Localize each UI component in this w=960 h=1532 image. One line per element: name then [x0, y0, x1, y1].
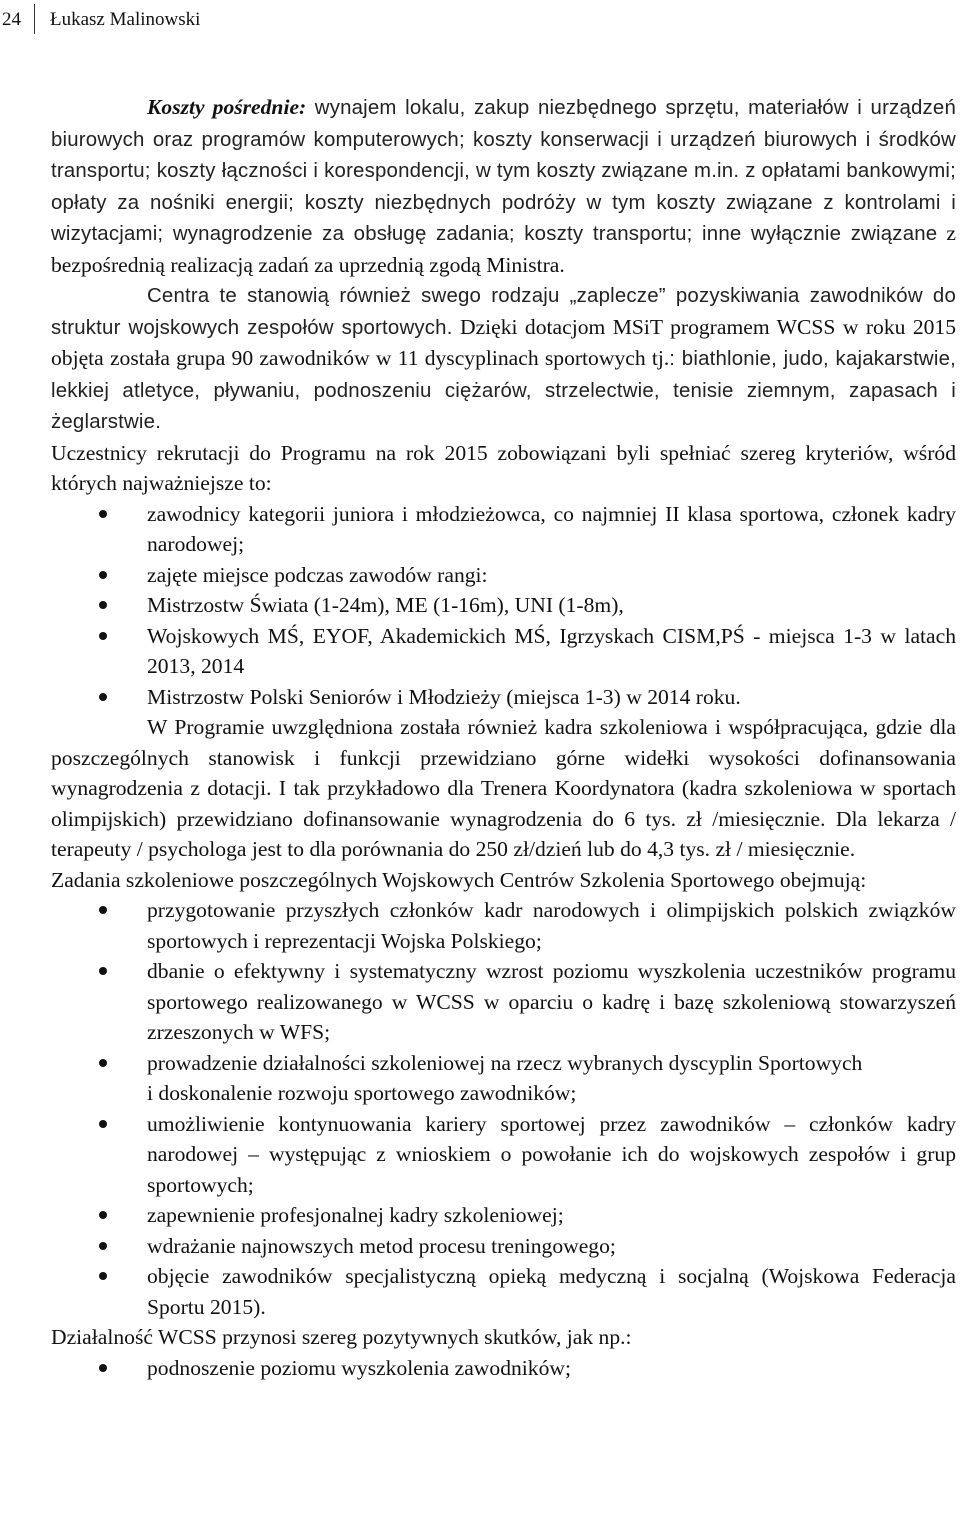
paragraph-centers [51, 280, 956, 438]
indirect-costs-text-2: z opłatami bankowymi; opłaty za nośniki energii; koszty niezbędnych podróży w tym koszty związane z kontrolami i wizytacjami; wynagrodzenie za obsługę zadania; koszty transportu; inne wyłącznie związane [51, 160, 956, 245]
centers-text-2: Dzięki dotacjom MSiT programem WCSS w roku 2015 objęta została grupa 90 zawodników w 11 dyscyplinach sportowych tj. [51, 314, 957, 370]
criteria-list [51, 499, 956, 713]
bullet-icon [99, 906, 107, 914]
list-item: Mistrzostw Polski Seniorów i Młodzieży (miejsca 1-3) w 2014 roku. [51, 682, 956, 713]
bullet-icon [99, 693, 107, 701]
paragraph-recruitment: Uczestnicy rekrutacji do Programu na rok 2015 zobowiązani byli spełniać szereg kryteriów, wśród których najważniejsze to: [51, 440, 956, 495]
indirect-costs-text-3: z bezpośrednią realizacją zadań za uprzednią zgodą Ministra. [51, 221, 957, 277]
list-item: przygotowanie przyszłych członków kadr narodowych i olimpijskich polskich związków sportowych i reprezentacji Wojska Polskiego; [51, 895, 956, 956]
indirect-costs-text: wynajem lokalu, zakup niezbędnego sprzętu, materiałów i urządzeń biurowych oraz programów komputerowych; koszty konserwacji i urządzeń biurowych i środków transportu; koszty łączności i korespondencji, w tym koszty związane m.in. [51, 97, 957, 182]
list-item: zawodnicy kategorii juniora i młodzieżowca, co najmniej II klasa sportowa, członek kadry narodowej; [51, 499, 956, 560]
effects-list [51, 1353, 956, 1384]
paragraph-training-tasks: Zadania szkoleniowe poszczególnych Wojskowych Centrów Szkolenia Sportowego obejmują: [51, 867, 867, 892]
page-number: 24 [2, 9, 21, 30]
bullet-icon [99, 632, 107, 640]
body-text [51, 92, 956, 1383]
list-item: zajęte miejsce podczas zawodów rangi: [51, 560, 956, 591]
running-author: Łukasz Malinowski [50, 9, 201, 30]
bullet-icon [99, 1211, 107, 1219]
bullet-icon [99, 601, 107, 609]
centers-text-3: : biathlonie, judo, kajakarstwie, lekkiej atletyce, pływaniu, podnoszeniu ciężarów, strzelectwie, tenisie ziemnym, zapasach i żeglarstwie. [51, 348, 956, 433]
list-item: dbanie o efektywny i systematyczny wzrost poziomu wyszkolenia uczestników programu sportowego realizowanego w WCSS w oparciu o kadrę i bazę szkoleniową stowarzyszeń zrzeszonych w WFS; [51, 956, 956, 1048]
list-item: Mistrzostw Świata (1-24m), ME (1-16m), UNI (1-8m), [51, 590, 956, 621]
paragraph-effects: Działalność WCSS przynosi szereg pozytywnych skutków, jak np.: [51, 1325, 632, 1349]
list-item: prowadzenie działalności szkoleniowej na rzecz wybranych dyscyplin Sportowych i doskonalenie rozwoju sportowego zawodników; [51, 1048, 956, 1109]
list-item: objęcie zawodników specjalistyczną opieką medyczną i socjalną (Wojskowa Federacja Sportu 2015). [51, 1261, 956, 1322]
bullet-icon [99, 1059, 107, 1067]
centers-text-1: Centra te stanowią również swego rodzaju „zaplecze” pozyskiwania zawodników do struktur wojskowych zespołów sportowych. [51, 285, 956, 339]
bullet-icon [99, 571, 107, 579]
paragraph-indirect-costs [51, 92, 956, 280]
header-divider [34, 4, 35, 34]
bullet-icon [99, 1364, 107, 1372]
list-item: zapewnienie profesjonalnej kadry szkoleniowej; [51, 1200, 956, 1231]
bullet-icon [99, 1120, 107, 1128]
list-item: podnoszenie poziomu wyszkolenia zawodników; [51, 1353, 956, 1384]
list-item: umożliwienie kontynuowania kariery sportowej przez zawodników – członków kadry narodowej – występując z wnioskiem o powołanie ich do wojskowych zespołów i grup sportowych; [51, 1109, 956, 1201]
list-item: Wojskowych MŚ, EYOF, Akademickich MŚ, Igrzyskach CISM,PŚ - miejsca 1-3 w latach 2013, 2014 [51, 621, 956, 682]
list-item: wdrażanie najnowszych metod procesu treningowego; [51, 1231, 956, 1262]
indirect-costs-label: Koszty pośrednie: [147, 95, 307, 119]
paragraph-coaching-staff: W Programie uwzględniona została również kadra szkoleniowa i współpracująca, gdzie dla poszczególnych stanowisk i funkcji przewidziano górne widełki wysokości dofinansowania wynagrodzenia z dotacji. I tak przykładowo dla Trenera Koordynatora (kadra szkoleniowa w sportach olimpijskich) przewidziano dofinansowanie wynagrodzenia do 6 tys. zł /miesięcznie. Dla lekarza / terapeuty / psychologa jest to dla porównania do 250 zł/dzień lub do 4,3 tys. zł / miesięcznie. [51, 715, 956, 861]
bullet-icon [99, 967, 107, 975]
tasks-list [51, 895, 956, 1322]
bullet-icon [99, 1242, 107, 1250]
bullet-icon [99, 1272, 107, 1280]
bullet-icon [99, 510, 107, 518]
